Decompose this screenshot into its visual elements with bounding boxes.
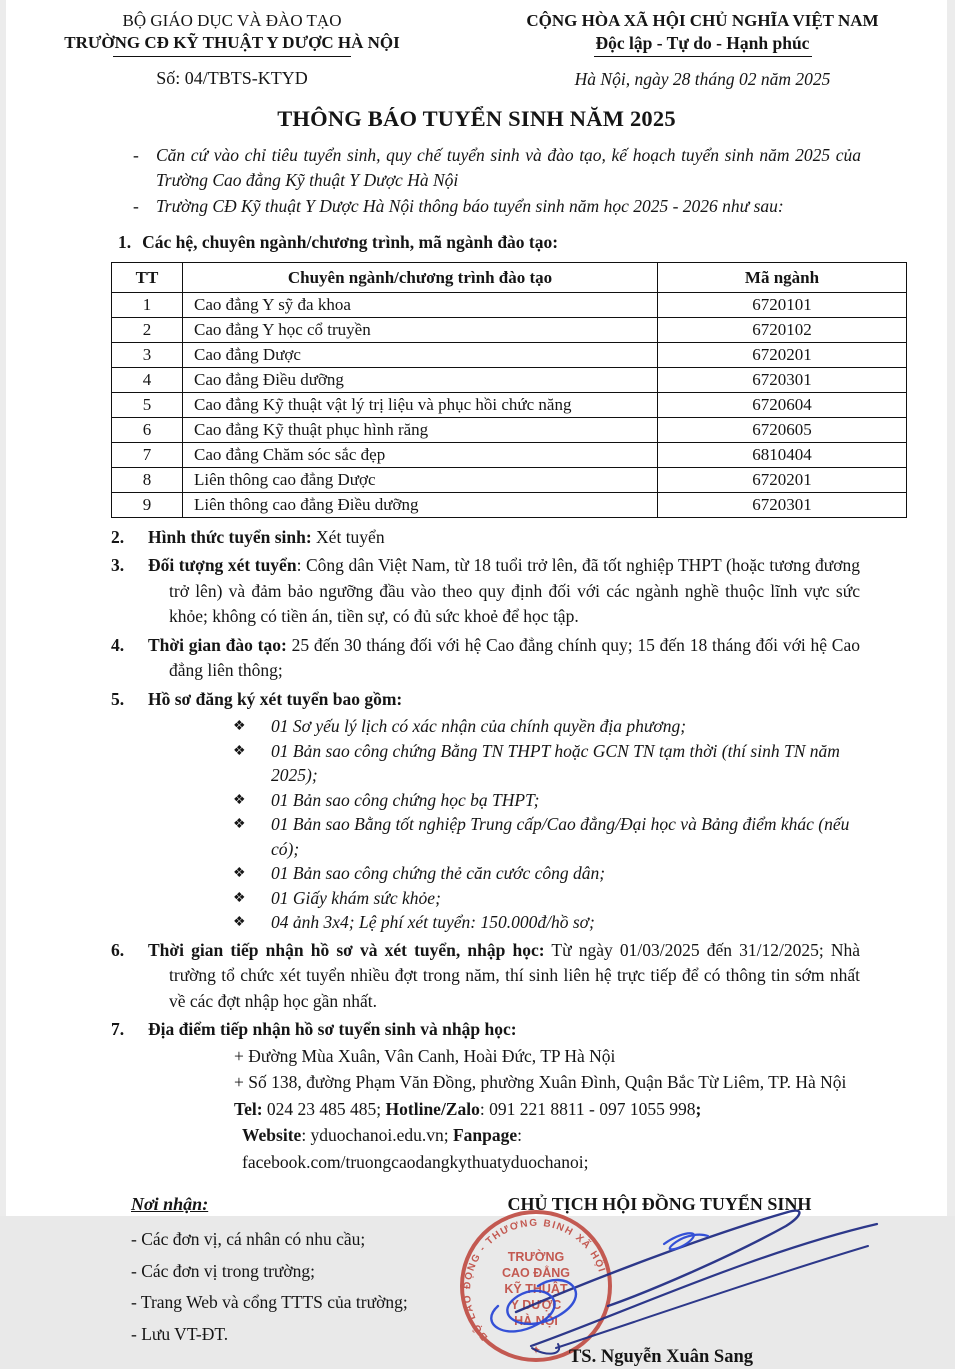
section-3 — [111, 553, 860, 630]
cell-program: Liên thông cao đẳng Dược — [183, 467, 658, 492]
header-left-block — [6, 10, 458, 90]
cell-tt: 2 — [112, 317, 183, 342]
phone-line — [234, 1096, 860, 1123]
signature-icon — [491, 1211, 877, 1354]
section-1-heading — [118, 232, 861, 253]
fanpage-value[interactable]: : facebook.com/truongcaodangkythuatyduochanoi; — [242, 1125, 589, 1172]
section-4 — [111, 633, 860, 684]
table-row — [112, 492, 907, 517]
diamond-bullet-icon: ❖ — [233, 719, 246, 734]
website-label: Website — [242, 1125, 302, 1145]
diamond-bullet-icon: ❖ — [233, 817, 246, 832]
table-row — [112, 442, 907, 467]
document-footer — [6, 1194, 947, 1367]
dossier-item — [233, 812, 860, 861]
col-header-code: Mã ngành — [658, 262, 907, 292]
table-row — [112, 317, 907, 342]
school-name: TRƯỜNG CĐ KỸ THUẬT Y DƯỢC HÀ NỘI — [64, 33, 400, 52]
phone-line-tail: ; — [695, 1098, 702, 1119]
dash-marker: - — [133, 145, 139, 165]
section-text: : Công dân Việt Nam, từ 18 tuổi trở lên, đã tốt nghiệp THPT (hoặc tương đương trở lên) và đảm bảo ngưỡng đầu vào theo quy định đối với các ngành nghề thuộc lĩnh vực sức khỏe; không có tiền án, tiền sự, có đủ sức khoẻ để học tập. — [169, 555, 860, 626]
section-heading-text: Các hệ, chuyên ngành/chương trình, mã ngành đào tạo: — [142, 231, 559, 252]
section-7-heading — [111, 1017, 860, 1043]
dossier-item — [233, 788, 860, 813]
dossier-text: 01 Giấy khám sức khỏe; — [271, 887, 441, 908]
svg-text:HÀ NỘI: HÀ NỘI — [514, 1314, 558, 1328]
dossier-item — [233, 739, 860, 788]
cell-code: 6720102 — [658, 317, 907, 342]
section-text: Từ ngày 01/03/2025 đến 31/12/2025; Nhà trường tổ chức xét tuyển nhiều đợt trong năm, thí sinh liên hệ trực tiếp để có thông tin sớm nhất về các đợt nhập học gần nhất. — [169, 939, 860, 1011]
table-row — [112, 342, 907, 367]
section-number: 5. — [111, 688, 125, 709]
cell-code: 6720604 — [658, 392, 907, 417]
section-number: 7. — [111, 1019, 125, 1039]
web-line — [242, 1122, 860, 1175]
cell-code: 6720605 — [658, 417, 907, 442]
cell-code: 6720301 — [658, 367, 907, 392]
section-6 — [111, 938, 860, 1015]
section-number: 4. — [111, 634, 125, 655]
dash-marker: - — [133, 196, 139, 216]
section-label: Hình thức tuyển sinh: — [148, 526, 312, 547]
col-header-program: Chuyên ngành/chương trình đào tạo — [183, 262, 658, 292]
table-row — [112, 292, 907, 317]
cell-program: Cao đẳng Y học cổ truyền — [183, 317, 658, 342]
diamond-bullet-icon: ❖ — [233, 743, 246, 759]
svg-text:CAO ĐẲNG: CAO ĐẲNG — [501, 1266, 571, 1280]
recipient-item: - Lưu VT-ĐT. — [131, 1323, 229, 1344]
dossier-text: 01 Bản sao công chứng thẻ căn cước công dân; — [271, 863, 606, 883]
intro-item — [131, 194, 861, 219]
table-row — [112, 417, 907, 442]
cell-code: 6720101 — [658, 292, 907, 317]
cell-tt: 5 — [112, 392, 183, 417]
tel-value: 024 23 485 485; — [262, 1098, 386, 1119]
svg-text:✦: ✦ — [530, 1343, 542, 1357]
svg-text:TRƯỜNG: TRƯỜNG — [507, 1250, 565, 1264]
intro-text: Trường CĐ Kỹ thuật Y Dược Hà Nội thông báo tuyển sinh năm học 2025 - 2026 như sau: — [156, 196, 784, 216]
dossier-item — [233, 861, 860, 886]
dossier-text: 01 Bản sao công chứng học bạ THPT; — [271, 789, 540, 810]
table-row — [112, 392, 907, 417]
section-number: 2. — [111, 526, 125, 547]
intro-item — [131, 143, 861, 192]
header-right-block — [458, 10, 947, 90]
svg-text:Y DƯỢC: Y DƯỢC — [510, 1298, 562, 1312]
svg-text:KỸ THUẬT: KỸ THUẬT — [504, 1282, 568, 1296]
hotline-label: Hotline/Zalo — [385, 1098, 480, 1119]
cell-code: 6810404 — [658, 442, 907, 467]
table-body — [112, 292, 907, 517]
cell-program: Cao đẳng Dược — [183, 342, 658, 367]
cell-code: 6720201 — [658, 467, 907, 492]
stamp-and-signature — [436, 1204, 911, 1369]
cell-program: Cao đẳng Điều dưỡng — [183, 367, 658, 392]
national-title: CỘNG HÒA XÃ HỘI CHỦ NGHĨA VIỆT NAM — [526, 11, 879, 30]
issuing-ministry: BỘ GIÁO DỤC VÀ ĐÀO TẠO — [122, 11, 342, 30]
table-row — [112, 367, 907, 392]
section-label: Đối tượng xét tuyển — [148, 555, 297, 575]
address-line: + Đường Mùa Xuân, Vân Canh, Hoài Đức, TP Hà Nội — [234, 1045, 616, 1066]
recipient-item: - Các đơn vị trong trường; — [131, 1260, 316, 1281]
section-2 — [111, 525, 860, 551]
website-value[interactable]: : yduochanoi.edu.vn; — [301, 1125, 453, 1145]
cell-tt: 1 — [112, 292, 183, 317]
cell-tt: 6 — [112, 417, 183, 442]
section-5-heading — [111, 687, 860, 713]
signature-title: CHỦ TỊCH HỘI ĐỒNG TUYỂN SINH — [507, 1194, 812, 1214]
section-label: Hồ sơ đăng ký xét tuyển bao gồm: — [148, 688, 403, 709]
cell-program: Cao đẳng Kỹ thuật phục hình răng — [183, 417, 658, 442]
cell-code: 6720201 — [658, 342, 907, 367]
recipients-block — [131, 1194, 419, 1350]
cell-tt: 4 — [112, 367, 183, 392]
section-text: Xét tuyển — [311, 526, 385, 547]
diamond-bullet-icon: ❖ — [233, 915, 246, 930]
diamond-bullet-icon: ❖ — [233, 866, 246, 881]
fanpage-label: Fanpage — [452, 1125, 518, 1145]
signature-block — [441, 1194, 916, 1367]
dossier-text: 01 Bản sao công chứng Bằng TN THPT hoặc GCN TN tạm thời (thí sinh TN năm 2025); — [271, 740, 840, 785]
programs-table — [111, 262, 907, 518]
signer-name: TS. Nguyễn Xuân Sang — [568, 1347, 754, 1367]
recipients-heading: Nơi nhận: — [131, 1194, 209, 1214]
dossier-text: 04 ảnh 3x4; Lệ phí xét tuyển: 150.000đ/hồ sơ; — [271, 912, 595, 932]
recipients-list — [131, 1224, 419, 1350]
address-line: + Số 138, đường Phạm Văn Đồng, phường Xuân Đình, Quận Bắc Từ Liêm, TP. Hà Nội — [234, 1072, 847, 1092]
col-header-tt: TT — [112, 262, 183, 292]
intro-text: Căn cứ vào chỉ tiêu tuyển sinh, quy chế tuyển sinh và đào tạo, kế hoạch tuyển sinh năm 2025 của Trường Cao đẳng Kỹ thuật Y Dược Hà Nội — [156, 145, 861, 190]
section-label: Địa điểm tiếp nhận hồ sơ tuyển sinh và nhập học: — [148, 1019, 517, 1039]
address-list — [234, 1043, 860, 1096]
dossier-item — [233, 910, 860, 935]
dossier-text: 01 Sơ yếu lý lịch có xác nhận của chính quyền địa phương; — [271, 716, 687, 736]
table-row — [112, 467, 907, 492]
section-label: Thời gian tiếp nhận hồ sơ và xét tuyển, nhập học: — [148, 939, 545, 960]
school-name-underline — [113, 56, 351, 57]
cell-program: Cao đẳng Kỹ thuật vật lý trị liệu và phục hồi chức năng — [183, 392, 658, 417]
document-number: Số: 04/TBTS-KTYD — [156, 68, 308, 88]
diamond-bullet-icon: ❖ — [233, 792, 246, 808]
document-header — [6, 0, 947, 90]
dossier-text: 01 Bản sao Bằng tốt nghiệp Trung cấp/Cao đẳng/Đại học và Bảng điểm khác (nếu có); — [271, 814, 850, 859]
cell-code: 6720301 — [658, 492, 907, 517]
dossier-list — [6, 714, 860, 935]
motto-underline — [594, 56, 812, 57]
section-label: Thời gian đào tạo: — [148, 634, 287, 655]
cell-program: Liên thông cao đẳng Điều dưỡng — [183, 492, 658, 517]
dossier-item — [233, 714, 860, 739]
cell-program: Cao đẳng Chăm sóc sắc đẹp — [183, 442, 658, 467]
table-header — [112, 262, 907, 292]
section-number: 6. — [111, 939, 125, 960]
cell-program: Cao đẳng Y sỹ đa khoa — [183, 292, 658, 317]
cell-tt: 8 — [112, 467, 183, 492]
cell-tt: 3 — [112, 342, 183, 367]
page-title: THÔNG BÁO TUYỂN SINH NĂM 2025 — [277, 106, 676, 131]
recipient-item: - Các đơn vị, cá nhân có nhu cầu; — [131, 1229, 366, 1249]
date-line: Hà Nội, ngày 28 tháng 02 năm 2025 — [574, 69, 831, 89]
section-number: 3. — [111, 555, 125, 575]
intro-list — [131, 143, 861, 219]
recipient-item: - Trang Web và cổng TTTS của trường; — [131, 1292, 408, 1312]
tel-label: Tel: — [234, 1098, 263, 1119]
hotline-value: : 091 221 8811 - 097 1055 998 — [479, 1098, 696, 1119]
cell-tt: 9 — [112, 492, 183, 517]
section-number: 1. — [118, 231, 132, 252]
dossier-item — [233, 886, 860, 911]
section-text: 25 đến 30 tháng đối với hệ Cao đẳng chính quy; 15 đến 18 tháng đối với hệ Cao đẳng liên thông; — [169, 634, 860, 680]
diamond-bullet-icon: ❖ — [233, 890, 246, 906]
cell-tt: 7 — [112, 442, 183, 467]
national-motto: Độc lập - Tự do - Hạnh phúc — [595, 33, 810, 53]
svg-text:BỘ LAO ĐỘNG - THƯƠNG BINH XÃ H: BỘ LAO ĐỘNG - THƯƠNG BINH XÃ HỘI — [461, 1217, 608, 1343]
